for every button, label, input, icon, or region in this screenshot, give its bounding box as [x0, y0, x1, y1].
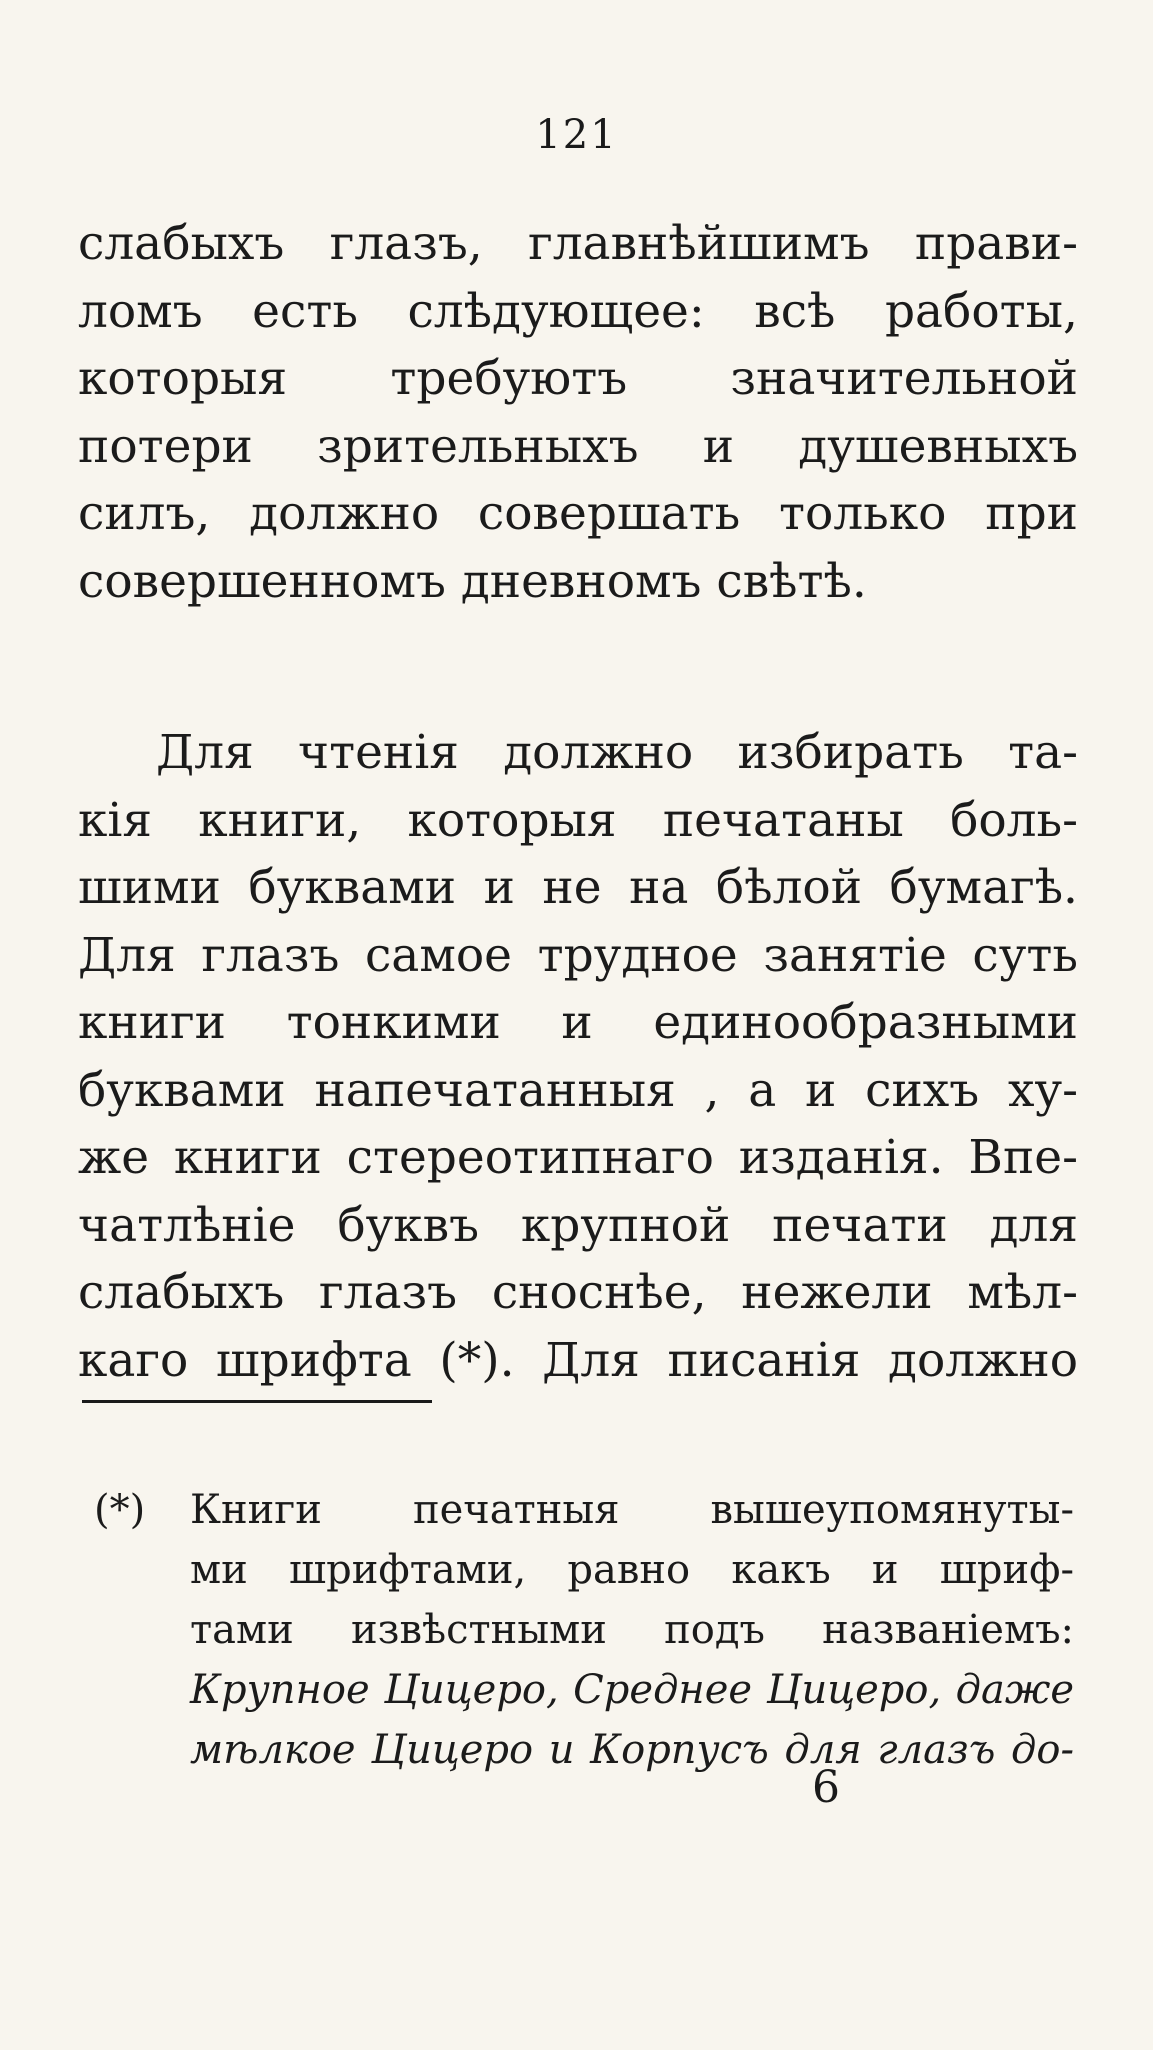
text-line: силъ, должно совершать только при: [78, 486, 1078, 541]
text-line: слабыхъ глазъ, главнѣйшимъ прави-: [78, 216, 1078, 271]
footnote-line: [94, 1480, 1074, 1540]
text-line: же книги стереотипнаго изданія. Впе-: [78, 1130, 1078, 1185]
text-line: совершенномъ дневномъ свѣтѣ.: [78, 553, 867, 609]
text-line: книги тонкими и единообразными: [78, 995, 1078, 1050]
text-line: потери зрительныхъ и душевныхъ: [78, 418, 1078, 474]
footnote: [94, 1480, 1074, 1780]
signature-mark: 6: [812, 1762, 840, 1813]
text-line: каго шрифта (*). Для писанія должно: [78, 1332, 1078, 1388]
text-line: Для чтенія должно избирать та-: [156, 725, 1078, 780]
footnote-line: Крупное Цицеро, Среднее Цицеро, даже: [190, 1667, 1074, 1713]
text-line: чатлѣніе буквъ крупной печати для: [78, 1197, 1078, 1253]
text-line: ломъ есть слѣдующее: всѣ работы,: [78, 283, 1078, 339]
footnote-line: ми шрифтами, равно какъ и шриф-: [190, 1547, 1074, 1593]
text-line: слабыхъ глазъ сноснѣе, нежели мѣл-: [78, 1265, 1078, 1320]
page-number: 121: [535, 112, 618, 158]
main-text: [78, 210, 1078, 1394]
text-line: шими буквами и не на бѣлой бумагѣ.: [78, 860, 1078, 915]
footnote-line: тами извѣстными подъ названіемъ:: [190, 1607, 1074, 1653]
footnote-text: Книги печатныя вышеупомянуты-: [190, 1487, 1074, 1533]
text-line: кія книги, которыя печатаны боль-: [78, 792, 1078, 848]
footnote-rule: [82, 1400, 432, 1403]
text-line: Для глазъ самое трудное занятіе суть: [78, 927, 1078, 983]
text-line: буквами напечатанныя , а и сихъ ху-: [78, 1062, 1078, 1118]
paragraph-gap: [78, 615, 1078, 719]
footnote-marker: (*): [94, 1487, 146, 1533]
text-line: которыя требуютъ значительной: [78, 351, 1078, 406]
footnote-line: мѣлкое Цицеро и Корпусъ для глазъ до-: [190, 1727, 1074, 1773]
